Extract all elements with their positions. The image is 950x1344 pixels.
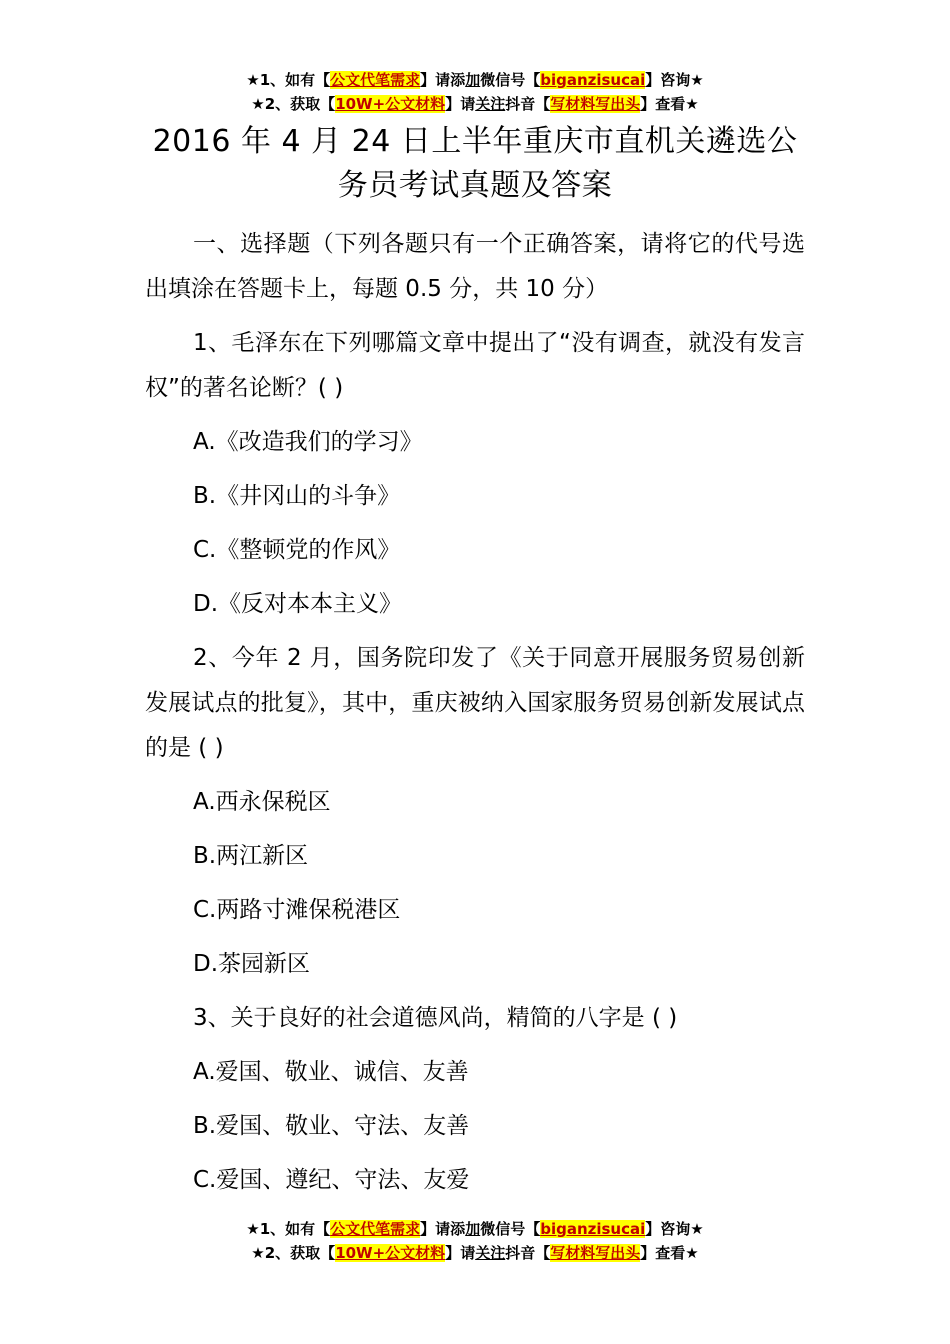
answer-option: A.《改造我们的学习》 [193, 429, 423, 455]
promo-text: 】请添 [420, 1220, 466, 1238]
answer-option: C.两路寸滩保税港区 [193, 897, 401, 923]
promo-text: 】查看★ [640, 95, 699, 113]
answer-option: A.西永保税区 [193, 789, 331, 815]
promo-highlight: 10W+公文材料 [335, 95, 446, 113]
promo-text: 关注 [475, 95, 506, 113]
question-stem: 2、今年 2 月，国务院印发了《关于同意开展服务贸易创新发展试点的批复》，其中，重庆被纳入国家服务贸易创新发展试点的是 ( ) [145, 645, 805, 761]
answer-option: B.两江新区 [193, 843, 309, 869]
document-body [145, 222, 805, 1212]
promo-text: 加 [465, 71, 481, 89]
answer-option: C.《整顿党的作风》 [193, 537, 401, 563]
promo-text: 抖音【 [505, 95, 551, 113]
answer-option: D.茶园新区 [193, 951, 311, 977]
promo-highlight: 公文代笔需求 [330, 1220, 421, 1238]
promo-text: ★1、如有【 [246, 71, 331, 89]
promo-line-2 [0, 1241, 950, 1265]
question-stem: 1、毛泽东在下列哪篇文章中提出了“没有调查，就没有发言权”的著名论断？( ) [145, 330, 805, 401]
promo-text: 抖音【 [505, 1244, 551, 1262]
promo-highlight: 公文代笔需求 [330, 71, 421, 89]
promo-highlight: biganzisucai [540, 71, 646, 89]
promo-line-1 [0, 68, 950, 92]
promo-text: 】咨询★ [645, 1220, 704, 1238]
section-heading: 一、选择题（下列各题只有一个正确答案，请将它的代号选出填涂在答题卡上，每题 0.5 分，共 10 分） [145, 231, 805, 302]
promo-text: 】查看★ [640, 1244, 699, 1262]
answer-option: D.《反对本本主义》 [193, 591, 403, 617]
question-stem: 3、关于良好的社会道德风尚，精简的八字是 ( ) [193, 1005, 678, 1031]
promo-highlight: 写材料写出头 [550, 1244, 641, 1262]
promo-highlight: 10W+公文材料 [335, 1244, 446, 1262]
footer-promo-banner [0, 1217, 950, 1265]
promo-text: 】请 [445, 95, 476, 113]
promo-text: 加 [465, 1220, 481, 1238]
promo-text: ★2、获取【 [251, 1244, 336, 1262]
promo-text: 】请添 [420, 71, 466, 89]
promo-line-1 [0, 1217, 950, 1241]
header-promo-banner [0, 68, 950, 116]
promo-line-2 [0, 92, 950, 116]
promo-text: 关注 [475, 1244, 506, 1262]
promo-text: 】咨询★ [645, 71, 704, 89]
answer-option: C.爱国、遵纪、守法、友爱 [193, 1167, 470, 1193]
promo-text: 微信号【 [480, 71, 541, 89]
promo-text: 】请 [445, 1244, 476, 1262]
document-title: 2016 年 4 月 24 日上半年重庆市直机关遴选公务员考试真题及答案 [152, 124, 798, 203]
promo-text: ★1、如有【 [246, 1220, 331, 1238]
promo-text: 微信号【 [480, 1220, 541, 1238]
answer-option: B.《井冈山的斗争》 [193, 483, 401, 509]
promo-highlight: biganzisucai [540, 1220, 646, 1238]
promo-highlight: 写材料写出头 [550, 95, 641, 113]
promo-text: ★2、获取【 [251, 95, 336, 113]
answer-option: B.爱国、敬业、守法、友善 [193, 1113, 470, 1139]
answer-option: A.爱国、敬业、诚信、友善 [193, 1059, 469, 1085]
